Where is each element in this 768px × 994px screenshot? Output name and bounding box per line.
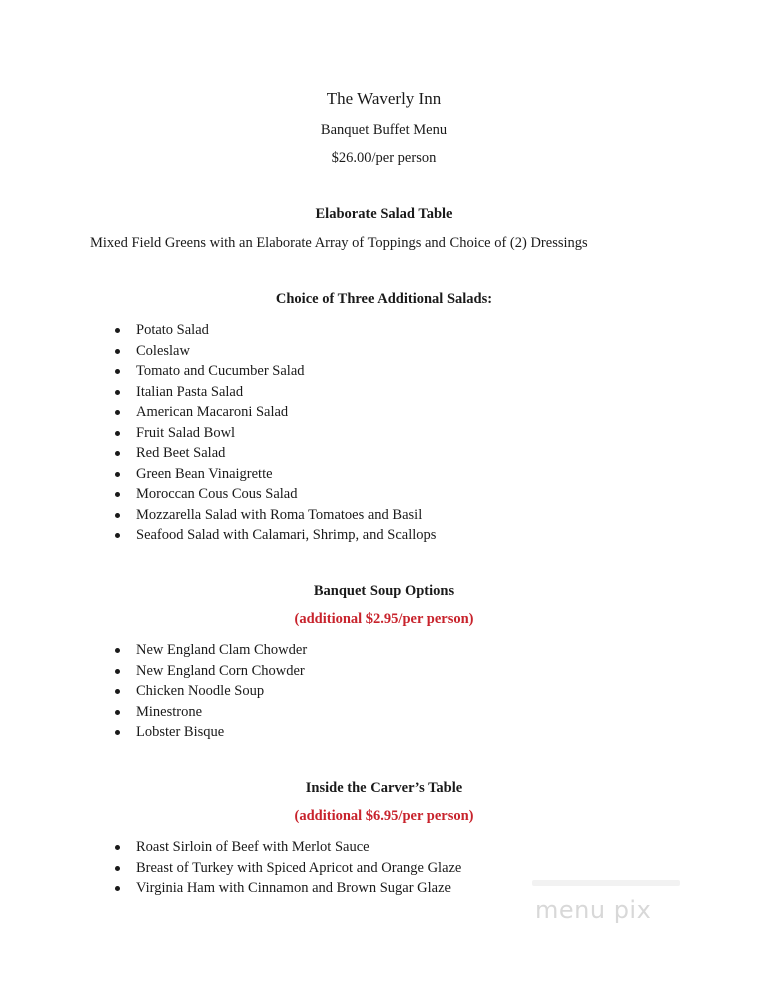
list-item: New England Clam Chowder — [0, 640, 307, 661]
menu-subtitle: Banquet Buffet Menu — [320, 122, 448, 138]
salad-table-heading: Elaborate Salad Table — [315, 206, 453, 222]
carver-list — [0, 837, 461, 899]
soup-heading: Banquet Soup Options — [313, 583, 455, 599]
additional-salads-list — [0, 320, 436, 546]
salad-table-description: Mixed Field Greens with an Elaborate Array of Toppings and Choice of (2) Dressings — [90, 235, 588, 251]
list-item: Coleslaw — [0, 341, 436, 362]
list-item: Potato Salad — [0, 320, 436, 341]
list-item: New England Corn Chowder — [0, 661, 307, 682]
list-item: Breast of Turkey with Spiced Apricot and Orange Glaze — [0, 858, 461, 879]
watermark-bar — [532, 880, 680, 886]
list-item: Chicken Noodle Soup — [0, 681, 307, 702]
list-item: Italian Pasta Salad — [0, 382, 436, 403]
list-item: Seafood Salad with Calamari, Shrimp, and Scallops — [0, 525, 436, 546]
soup-list — [0, 640, 307, 743]
list-item: Tomato and Cucumber Salad — [0, 361, 436, 382]
list-item: Red Beet Salad — [0, 443, 436, 464]
list-item: Moroccan Cous Cous Salad — [0, 484, 436, 505]
soup-price: (additional $2.95/per person) — [294, 611, 474, 627]
additional-salads-heading: Choice of Three Additional Salads: — [275, 291, 493, 307]
menu-price: $26.00/per person — [331, 150, 437, 166]
list-item: American Macaroni Salad — [0, 402, 436, 423]
list-item: Green Bean Vinaigrette — [0, 464, 436, 485]
list-item: Minestrone — [0, 702, 307, 723]
list-item: Mozzarella Salad with Roma Tomatoes and Basil — [0, 505, 436, 526]
watermark-logo: menu pix — [535, 896, 652, 924]
restaurant-title: The Waverly Inn — [326, 89, 442, 108]
carver-heading: Inside the Carver’s Table — [305, 780, 463, 796]
list-item: Roast Sirloin of Beef with Merlot Sauce — [0, 837, 461, 858]
list-item: Virginia Ham with Cinnamon and Brown Sugar Glaze — [0, 878, 461, 899]
list-item: Fruit Salad Bowl — [0, 423, 436, 444]
list-item: Lobster Bisque — [0, 722, 307, 743]
carver-price: (additional $6.95/per person) — [294, 808, 474, 824]
